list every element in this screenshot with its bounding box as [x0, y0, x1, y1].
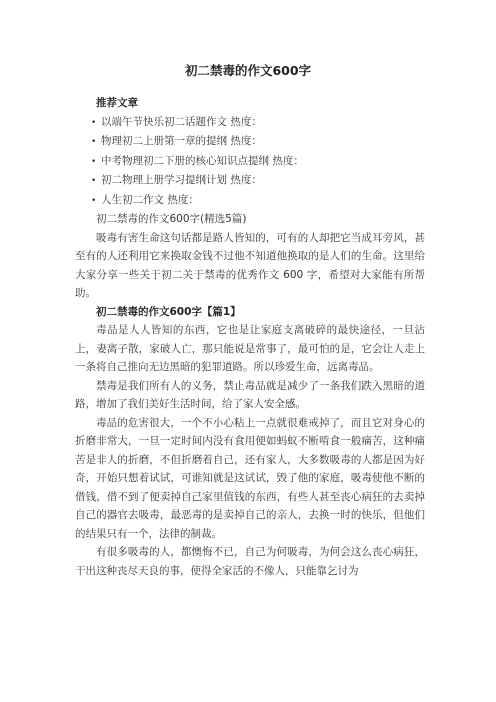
bullet-icon: • [91, 176, 97, 186]
section-heading: 初二禁毒的作文600字【篇1】 [96, 305, 241, 318]
body-paragraph: 有很多吸毒的人，都懊悔不已，自己为何吸毒，为何会这么丧心病狂，干出这种丧尽天良的事，使得全家活的不像人，只能靠乞讨为 [75, 546, 425, 577]
body-paragraph: 禁毒是我们所有人的义务，禁止毒品就是减少了一条我们跌入黑暗的道路，增加了我们美好生活时间，给了家人安全感。 [75, 379, 425, 410]
recommended-item-label[interactable]: 物理初二上册第一章的提纲 热度： [101, 135, 262, 147]
document-body [75, 94, 425, 580]
bullet-icon: • [91, 117, 97, 128]
recommended-item[interactable] [75, 171, 425, 191]
body-paragraph: 毒品是人人皆知的东西，它也是让家庭支离破碎的最快途径，一旦沾上，妻离子散，家破人亡，那只能说是常事了，最可怕的是，它会让人走上一条将自己推向无边黑暗的犯罪道路。所以珍爱生命，远离毒品。 [75, 324, 425, 373]
recommended-item-label[interactable]: 中考物理初二下册的核心知识点提纲 热度： [101, 154, 304, 167]
recommended-item[interactable] [75, 152, 425, 172]
intro-paragraph: 吸毒有害生命这句话都是路人皆知的，可有的人却把它当成耳旁风，甚至有的人还利用它来换取金钱不过他不知道他换取的是人们的生命。这里给大家分享一些关于初二关于禁毒的优秀作文 600 字，希望对大家能有所帮助。 [75, 231, 425, 299]
recommended-item-label[interactable]: 人生初二作文 热度： [101, 193, 199, 206]
recommended-item-label[interactable]: 以端午节快乐初二话题作文 热度： [101, 115, 262, 128]
recommended-item-label[interactable]: 初二物理上册学习提纲计划 热度： [101, 174, 262, 186]
bullet-icon: • [91, 195, 97, 206]
bullet-icon: • [91, 137, 97, 147]
document-title: 初二禁毒的作文600字 [184, 63, 312, 78]
recommended-item[interactable] [75, 113, 425, 133]
recommended-item[interactable] [75, 191, 425, 211]
recommended-heading: 推荐文章 [96, 97, 138, 109]
document-subtitle: 初二禁毒的作文600字(精选5篇) [96, 213, 247, 225]
body-paragraph: 毒品的危害很大，一个不小心粘上一点就很难戒掉了，而且它对身心的折磨非常大，一旦一定时间内没有食用便如蚂蚁不断啃食一般痛苦，这种痛苦是非人的折磨，不但折磨着自己，还有家人，大多数吸毒的人都是因为好奇，开始只想着试试，可谁知就是这试试，毁了他的家庭，吸毒使他不断的借钱，借不到了便卖掉自己家里值钱的东西，有些人甚至丧心病狂的去卖掉自己的器官去吸毒，最恶毒的是卖掉自己的亲人，去换一时的快乐，但他们的结果只有一个，法律的制裁。 [75, 416, 425, 540]
recommended-item[interactable] [75, 132, 425, 152]
recommended-list [75, 113, 425, 211]
bullet-icon: • [91, 156, 97, 167]
